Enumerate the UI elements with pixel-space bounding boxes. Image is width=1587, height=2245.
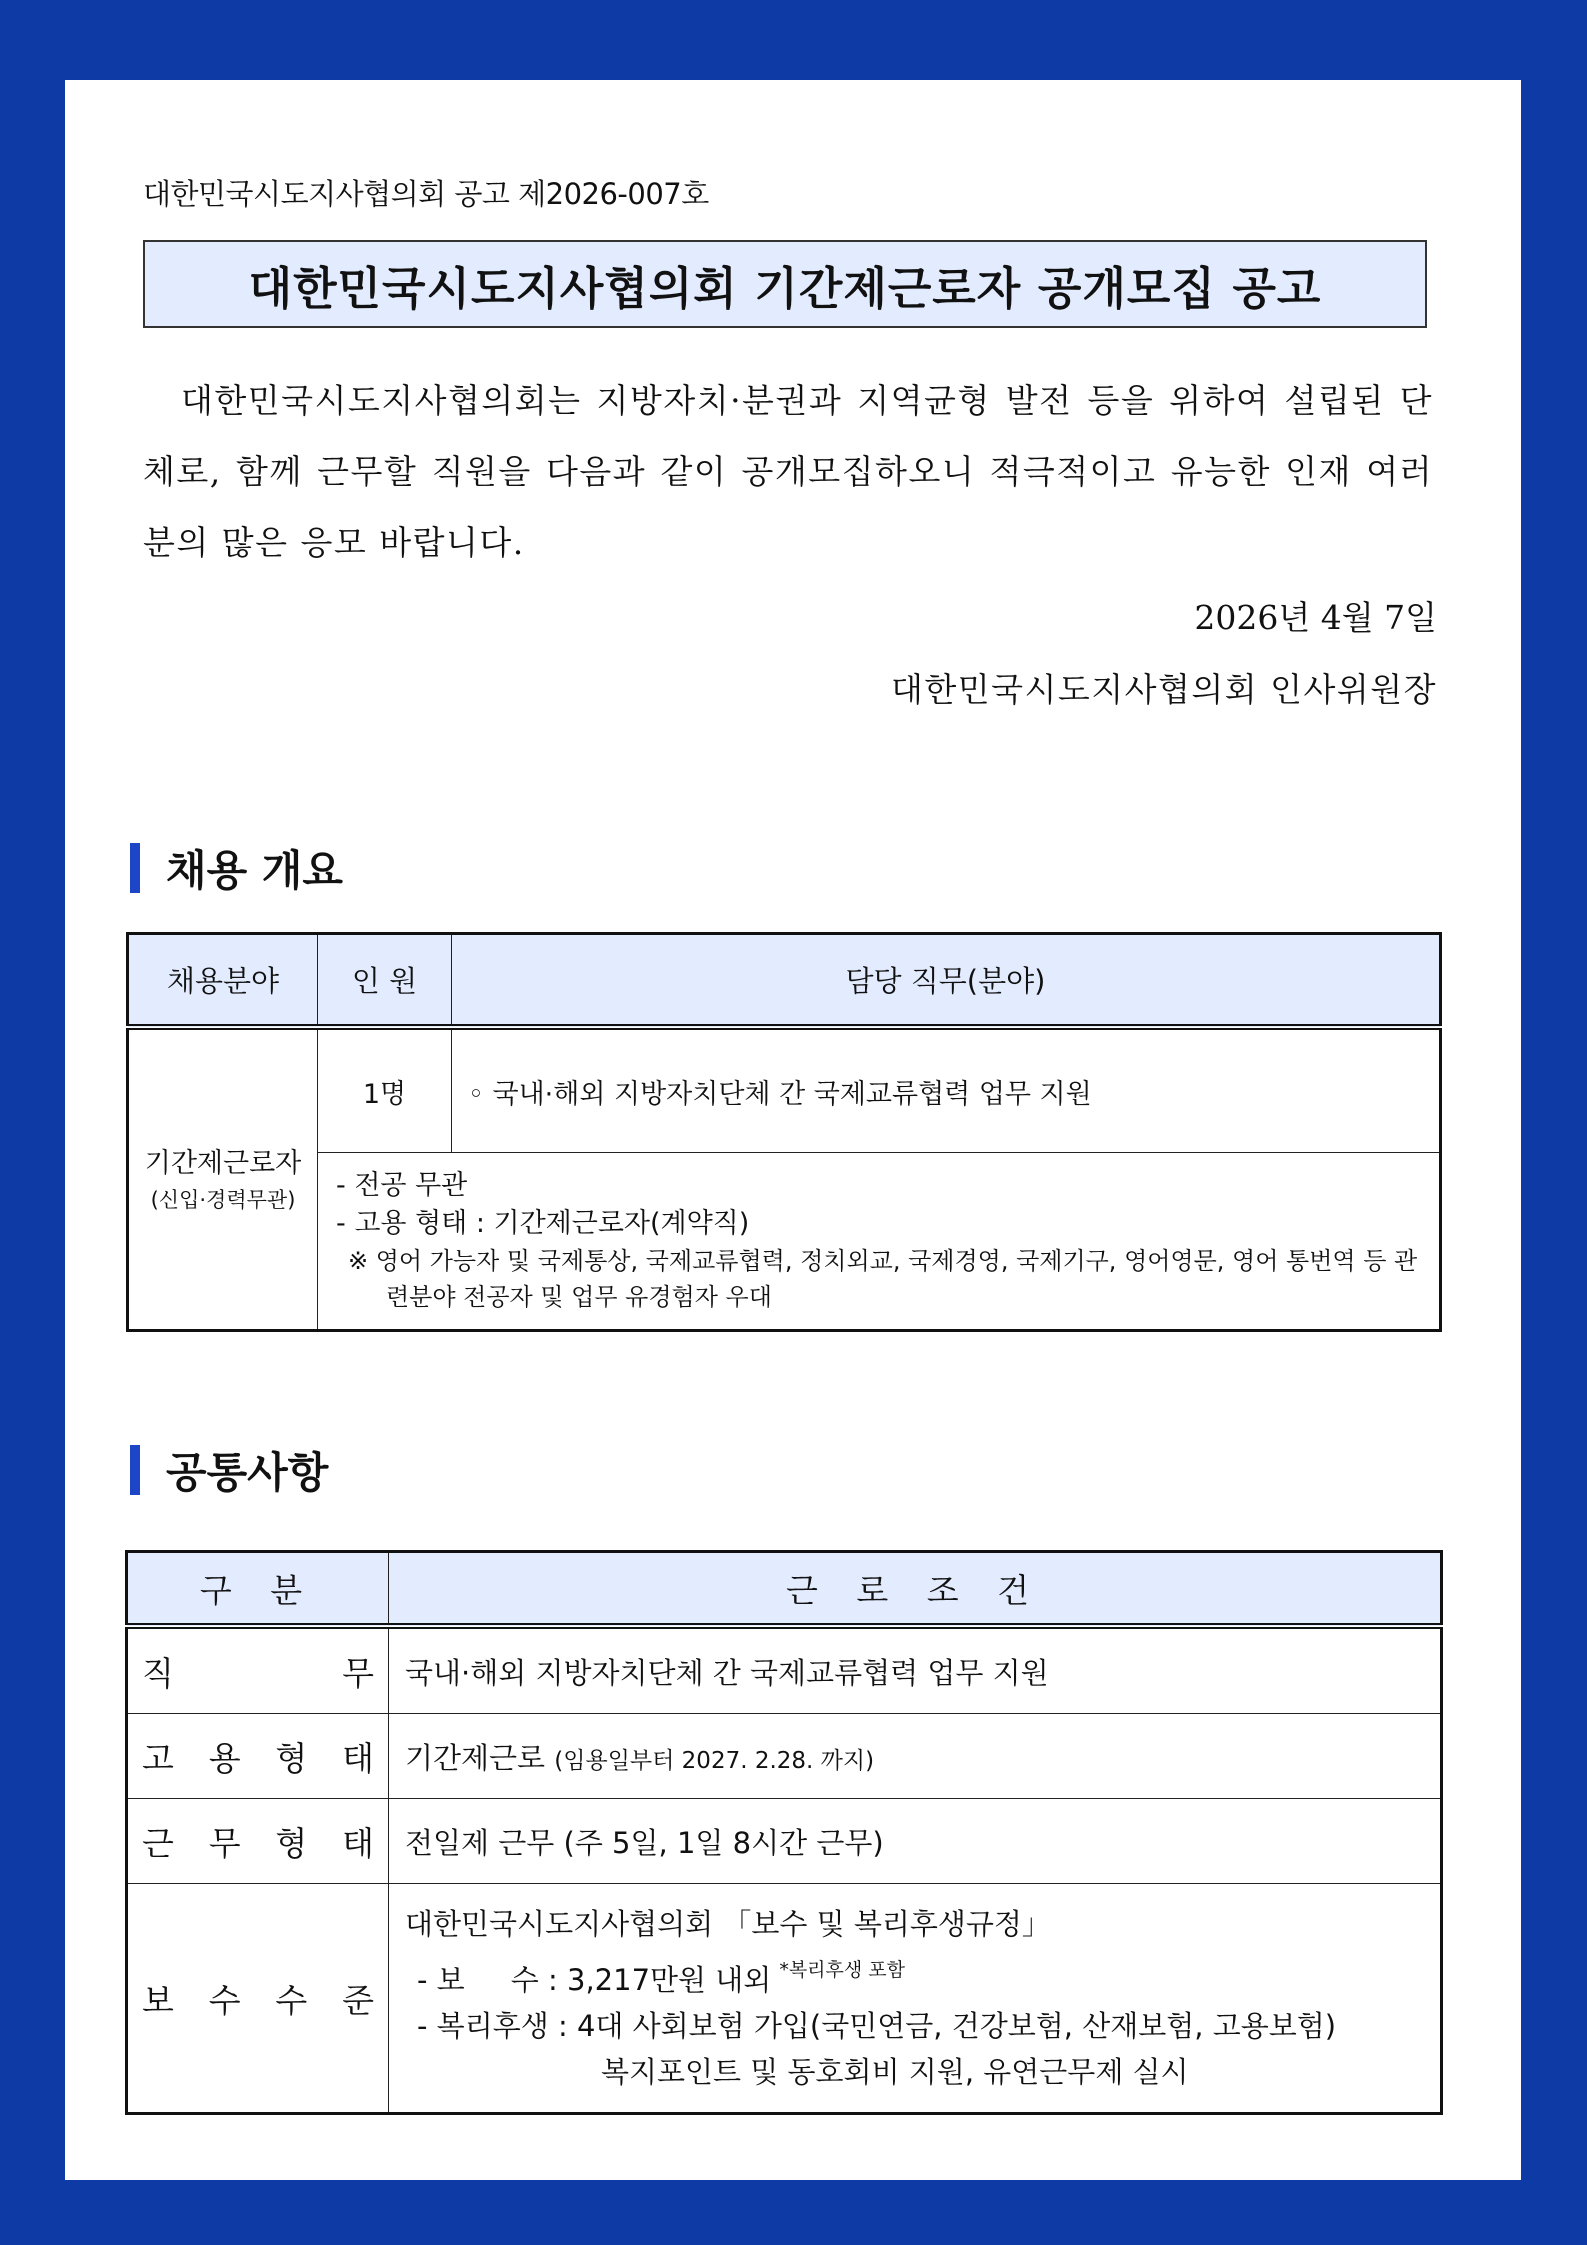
table-row <box>127 1626 1442 1714</box>
working-conditions-table <box>125 1550 1443 2115</box>
recruitment-overview-table <box>126 932 1442 1332</box>
table-row <box>127 1884 1442 2114</box>
header-duty: 담당 직무(분야) <box>452 934 1441 1028</box>
requirement-major: - 전공 무관 <box>336 1170 468 1201</box>
section-heading-common: 공통사항 <box>130 1440 328 1500</box>
category-label: 기간제근로자 <box>144 1147 302 1179</box>
category-note: (신입·경력무관) <box>150 1187 296 1212</box>
section-marker <box>130 843 140 893</box>
pay-salary: - 보 수 : 3,217만원 내외 $^{*복리후생 포함}$ <box>417 1959 905 1997</box>
notice-number: 대한민국시도지사협의회 공고 제2026-007호 <box>143 177 709 211</box>
header-category: 채용분야 <box>128 934 318 1028</box>
header-division: 구 분 <box>127 1552 389 1627</box>
requirements-cell <box>318 1153 1441 1331</box>
page-title: 대한민국시도지사협의회 기간제근로자 공개모집 공고 <box>143 240 1427 328</box>
employment-period: (임용일부터 2027. 2.28. 까지) <box>554 1747 875 1774</box>
pay-regulation: 대한민국시도지사협의회 「보수 및 복리후생규정」 <box>405 1907 1051 1941</box>
row-value-duty: 국내·해외 지방자치단체 간 국제교류협력 업무 지원 <box>389 1626 1442 1714</box>
row-label-duty: 직 무 <box>127 1626 389 1714</box>
row-value-employment: 기간제근로 (임용일부터 2027. 2.28. 까지) <box>389 1714 1442 1799</box>
requirement-type: - 고용 형태 : 기간제근로자(계약직) <box>336 1208 750 1239</box>
row-label-employment: 고 용 형 태 <box>127 1714 389 1799</box>
pay-welfare-extra: 복지포인트 및 동호회비 지원, 유연근무제 실시 <box>601 2055 1189 2089</box>
header-count: 인 원 <box>318 934 452 1028</box>
row-value-work: 전일제 근무 (주 5일, 1일 8시간 근무) <box>389 1799 1442 1884</box>
preference-note: ※ 영어 가능자 및 국제통상, 국제교류협력, 정치외교, 국제경영, 국제기구, 영어영문, 영어 통번역 등 관련분야 전공자 및 업무 유경험자 우대 <box>348 1247 1418 1311</box>
intro-paragraph: 대한민국시도지사협의회는 지방자치·분권과 지역균형 발전 등을 위하여 설립된 단체로, 함께 근무할 직원을 다음과 같이 공개모집하오니 적극적이고 유능한 인재 여러분의 많은 응모 바랍니다. <box>143 381 1433 562</box>
pay-welfare: - 복리후생 : 4대 사회보험 가입(국민연금, 건강보험, 산재보험, 고용보험) <box>417 2009 1337 2043</box>
notice-page <box>65 80 1521 2180</box>
table-row <box>127 1714 1442 1799</box>
duty-cell: ◦ 국내·해외 지방자치단체 간 국제교류협력 업무 지원 <box>452 1027 1441 1153</box>
count-cell: 1명 <box>318 1027 452 1153</box>
row-label-work: 근 무 형 태 <box>127 1799 389 1884</box>
header-conditions: 근 로 조 건 <box>389 1552 1442 1627</box>
section-marker <box>130 1445 140 1495</box>
row-label-pay: 보 수 수 준 <box>127 1884 389 2114</box>
category-cell <box>128 1027 318 1331</box>
table-row <box>127 1799 1442 1884</box>
section-heading-overview: 채용 개요 <box>130 838 343 898</box>
notice-signer: 대한민국시도지사협의회 인사위원장 <box>890 670 1437 709</box>
notice-date: 2026년 4월 7일 <box>1194 598 1437 637</box>
row-value-pay <box>389 1884 1442 2114</box>
pay-salary-note: *복리후생 포함 <box>779 1959 905 1981</box>
